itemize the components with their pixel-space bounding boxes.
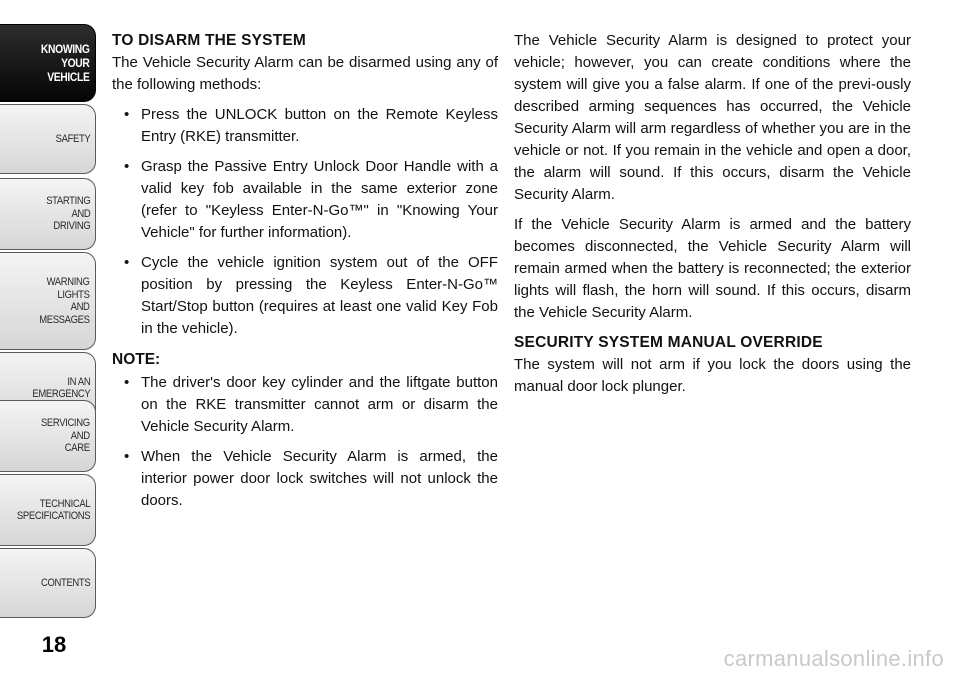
false-alarm-paragraph: The Vehicle Security Alarm is designed to protect your vehicle; however, you can create conditions where the system will give you a false alarm. If one of the previ-ously described arming sequences has occurred, the Vehicle Security Alarm will arm regardless of whether you are in the vehicle or not. If you remain in the vehicle and open a door, the alarm will sound. If this occurs, disarm the Vehicle Security Alarm.	[514, 32, 911, 203]
list-item-text: Grasp the Passive Entry Unlock Door Handle with a valid key fob available in the same exterior zone (refer to "Keyless Enter-N-Go™" in "Knowing Your Vehicle" for further information).	[141, 158, 498, 241]
note-title: NOTE:	[112, 351, 161, 368]
list-item-text: Cycle the vehicle ignition system out of the OFF position by pressing the Keyless Enter-N-Go™ Start/Stop button (requires at least one valid Key Fob in the vehicle).	[141, 254, 498, 337]
tab-warning-lights-and-messages[interactable]	[0, 252, 96, 350]
tab-technical-specifications[interactable]	[0, 474, 96, 546]
bullet-icon: •	[124, 158, 130, 175]
disarm-intro: The Vehicle Security Alarm can be disarmed using any of the following methods:	[112, 54, 498, 93]
bullet-icon: •	[124, 254, 130, 271]
tab-safety[interactable]	[0, 104, 96, 174]
left-column	[112, 30, 498, 520]
right-column	[514, 30, 911, 406]
tab-servicing-and-care[interactable]	[0, 400, 96, 472]
manual-override-heading: SECURITY SYSTEM MANUAL OVERRIDE	[514, 334, 823, 351]
page-number: 18	[41, 632, 67, 657]
list-item-text: The driver's door key cylinder and the liftgate button on the RKE transmitter cannot arm or disarm the Vehicle Security Alarm.	[141, 374, 498, 435]
disarm-methods-list	[112, 104, 498, 340]
tab-label: CONTENTS	[40, 576, 90, 589]
list-item-text: When the Vehicle Security Alarm is armed, the interior power door lock switches will not unlock the doors.	[141, 448, 498, 509]
battery-paragraph: If the Vehicle Security Alarm is armed and the battery becomes disconnected, the Vehicle Security Alarm will remain armed when the battery is reconnected; the exterior lights will flash, the horn will sound. If this occurs, disarm the Vehicle Security Alarm.	[514, 216, 911, 321]
watermark: carmanualsonline.info	[723, 646, 944, 671]
list-item	[112, 156, 498, 244]
tab-label: KNOWING YOUR VEHICLE	[41, 42, 90, 84]
list-item	[112, 104, 498, 148]
disarm-heading: TO DISARM THE SYSTEM	[112, 32, 307, 49]
tab-label: STARTING AND DRIVING	[45, 195, 90, 233]
tab-label: WARNING LIGHTS AND MESSAGES	[39, 276, 90, 326]
list-item	[112, 252, 498, 340]
tab-label: IN AN EMERGENCY	[32, 375, 90, 400]
list-item	[112, 446, 498, 512]
tab-contents[interactable]	[0, 548, 96, 618]
manual-override-text: The system will not arm if you lock the doors using the manual door lock plunger.	[514, 356, 911, 395]
tab-label: SAFETY	[55, 132, 90, 145]
bullet-icon: •	[124, 106, 130, 123]
bullet-icon: •	[124, 448, 130, 465]
tab-starting-and-driving[interactable]	[0, 178, 96, 250]
bullet-icon: •	[124, 374, 130, 391]
tab-knowing-your-vehicle[interactable]	[0, 24, 96, 102]
list-item-text: Press the UNLOCK button on the Remote Keyless Entry (RKE) transmitter.	[141, 106, 498, 145]
note-list	[112, 372, 498, 512]
tab-label: TECHNICAL SPECIFICATIONS	[16, 497, 90, 522]
tab-label: SERVICING AND CARE	[41, 417, 90, 455]
list-item	[112, 372, 498, 438]
